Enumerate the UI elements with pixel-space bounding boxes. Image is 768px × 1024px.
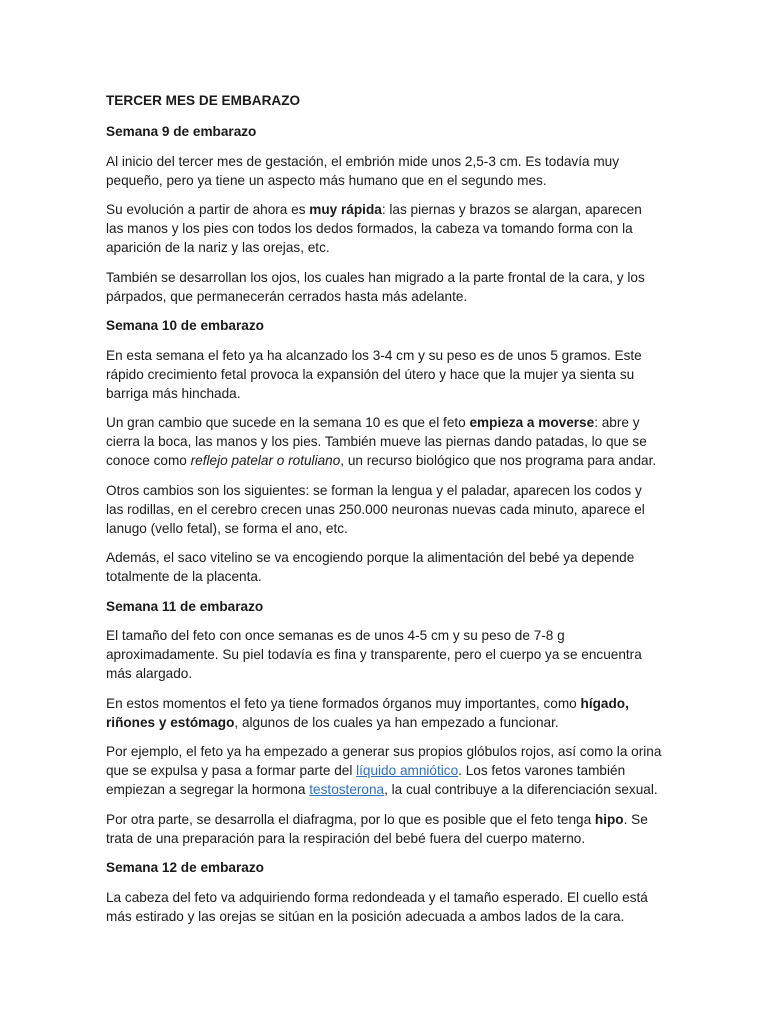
text-run: Por otra parte, se desarrolla el diafragma, por lo que es posible que el feto tenga bbox=[106, 811, 595, 827]
text-run: Su evolución a partir de ahora es bbox=[106, 202, 310, 217]
text-run: , la cual contribuye a la diferenciación sexual. bbox=[384, 782, 658, 797]
text-run: La cabeza del feto va adquiriendo forma redondeada y el tamaño esperado. El cuello está más estirado y las orejas se sitúan en la posición adecuada a ambos lados de la cara. bbox=[106, 889, 648, 924]
text-run: También se desarrollan los ojos, los cuales han migrado a la parte frontal de la cara, y los párpados, que permanecerán cerrados hasta más adelante. bbox=[106, 269, 645, 304]
italic-text: reflejo patelar o rotuliano bbox=[190, 453, 341, 468]
text-run: : las piernas y brazos se alargan, aparecen las manos y los pies con todos los dedos formados, la cabeza va tomando forma con la aparición de la nariz y las orejas, etc. bbox=[106, 202, 642, 255]
week-heading: Semana 9 de embarazo bbox=[106, 124, 257, 139]
paragraph bbox=[106, 481, 662, 538]
text-run: En esta semana el feto ya ha alcanzado los 3-4 cm y su peso es de unos 5 gramos. Este rápido crecimiento fetal provoca la expansión del útero y hace que la mujer ya sienta su barriga más hinchada. bbox=[106, 347, 642, 401]
bold-text: hígado, riñones y estómago bbox=[106, 695, 629, 730]
week-heading: Semana 10 de embarazo bbox=[106, 318, 264, 333]
paragraph bbox=[106, 200, 662, 257]
text-run: Al inicio del tercer mes de gestación, el embrión mide unos 2,5-3 cm. Es todavía muy pequeño, pero ya tiene un aspecto más humano que en el segundo mes. bbox=[106, 153, 620, 188]
text-run: : abre y cierra la boca, las manos y los pies. También mueve las piernas dando patadas, lo que se conoce como bbox=[106, 415, 647, 468]
text-run: Un gran cambio que sucede en la semana 10 es que el feto bbox=[106, 415, 470, 430]
paragraph bbox=[106, 888, 662, 926]
inline-link[interactable]: líquido amniótico bbox=[356, 763, 459, 778]
week-heading: Semana 12 de embarazo bbox=[106, 860, 264, 875]
text-run: . Se trata de una preparación para la respiración del bebé fuera del cuerpo materno. bbox=[106, 811, 648, 846]
inline-link[interactable]: testosterona bbox=[309, 782, 385, 797]
bold-text: empieza a moverse bbox=[469, 415, 595, 430]
bold-text: hipo bbox=[594, 811, 624, 827]
paragraph bbox=[106, 742, 662, 799]
text-run: , algunos de los cuales ya han empezado a funcionar. bbox=[234, 714, 559, 730]
paragraph bbox=[106, 810, 662, 848]
text-run: . Los fetos varones también empiezan a segregar la hormona bbox=[106, 763, 626, 797]
paragraph bbox=[106, 694, 662, 732]
text-run: Por ejemplo, el feto ya ha empezado a generar sus propios glóbulos rojos, así como la orina que se expulsa y pasa a formar parte del bbox=[106, 744, 662, 778]
text-run: En estos momentos el feto ya tiene formados órganos muy importantes, como bbox=[106, 695, 581, 711]
document-title: TERCER MES DE EMBARAZO bbox=[106, 93, 301, 108]
paragraph bbox=[106, 268, 662, 306]
paragraph bbox=[106, 548, 662, 586]
text-run: Además, el saco vitelino se va encogiendo porque la alimentación del bebé ya depende totalmente de la placenta. bbox=[106, 550, 635, 584]
paragraph bbox=[106, 152, 662, 190]
text-run: Otros cambios son los siguientes: se forman la lengua y el paladar, aparecen los codos y las rodillas, en el cerebro crecen unas 250.000 neuronas nuevas cada minuto, aparece el lanugo (vello fetal), se forma el ano, etc. bbox=[106, 482, 645, 536]
paragraph bbox=[106, 626, 662, 683]
week-heading: Semana 11 de embarazo bbox=[106, 598, 264, 614]
text-run: , un recurso biológico que nos programa para andar. bbox=[340, 453, 657, 468]
paragraph bbox=[106, 346, 662, 403]
paragraph bbox=[106, 413, 662, 470]
document-body bbox=[106, 91, 662, 936]
text-run: El tamaño del feto con once semanas es de unos 4-5 cm y su peso de 7-8 g aproximadamente. Su piel todavía es fina y transparente, pero el cuerpo ya se encuentra más alargado. bbox=[106, 628, 642, 681]
bold-text: muy rápida bbox=[309, 202, 382, 217]
